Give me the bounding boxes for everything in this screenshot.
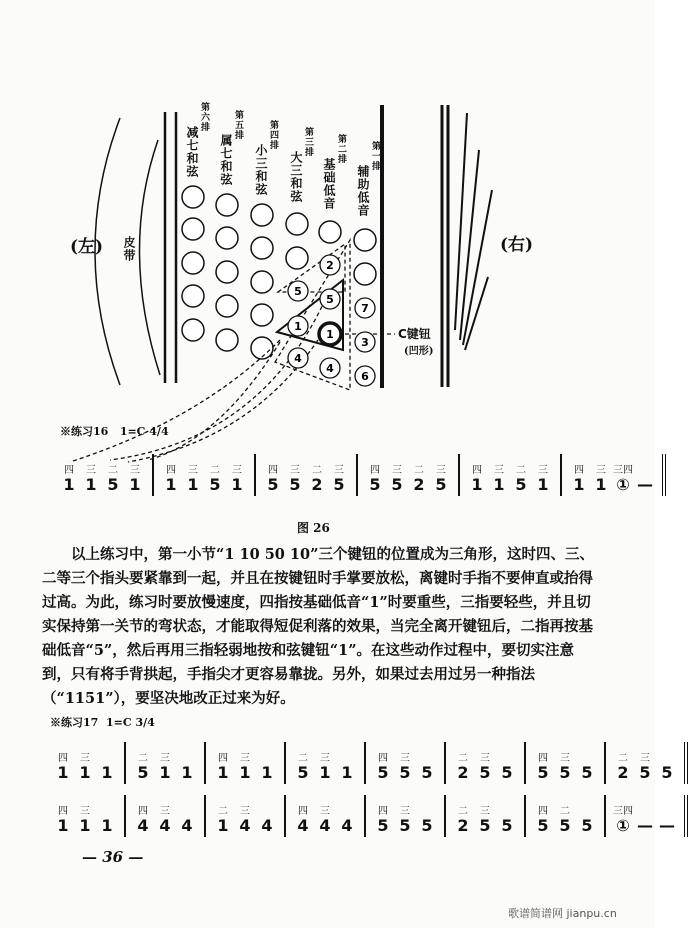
- note-number: 1: [239, 763, 251, 782]
- finger-number: 二: [618, 753, 628, 764]
- measure: [606, 742, 688, 784]
- row-chord-label: 属七和弦: [219, 134, 233, 186]
- finger-number: 二: [138, 753, 148, 764]
- note-number: 4: [261, 816, 273, 835]
- finger-number: 二: [108, 465, 118, 476]
- note-number: 5: [581, 763, 593, 782]
- note-number: 5: [107, 475, 119, 494]
- note: [532, 461, 554, 494]
- finger-number: 三: [240, 806, 250, 817]
- note: [576, 802, 598, 835]
- finger-number: 三: [392, 465, 402, 476]
- note-number: 1: [217, 816, 229, 835]
- button-number: 1: [294, 320, 302, 333]
- note-number: 4: [341, 816, 353, 835]
- button-number: 5: [294, 285, 302, 298]
- note: [154, 749, 176, 782]
- note: [262, 461, 284, 494]
- bass-button: [216, 194, 238, 216]
- note-number: 5: [421, 816, 433, 835]
- finger-number: 四: [298, 806, 308, 817]
- note-number: 4: [297, 816, 309, 835]
- finger-number: 三: [232, 465, 242, 476]
- row-number-label: 第二排: [336, 134, 346, 164]
- note-number: 1: [165, 475, 177, 494]
- exercise17-line2: [46, 795, 688, 837]
- finger-number: 三: [400, 753, 410, 764]
- note-number: 2: [413, 475, 425, 494]
- note: [474, 749, 496, 782]
- note: [372, 802, 394, 835]
- note-number: 1: [341, 763, 353, 782]
- button-number: 2: [326, 259, 334, 272]
- note: [532, 802, 554, 835]
- finger-number: 三: [320, 806, 330, 817]
- note: [372, 749, 394, 782]
- finger-number: 三: [80, 753, 90, 764]
- finger-number: 二: [312, 465, 322, 476]
- bass-button: [216, 295, 238, 317]
- note: [656, 802, 678, 835]
- note-number: 5: [559, 816, 571, 835]
- note: [452, 749, 474, 782]
- bass-button: [216, 329, 238, 351]
- bass-button: [182, 285, 204, 307]
- measure: [366, 742, 446, 784]
- note: [466, 461, 488, 494]
- row-number-label: 第六排: [199, 102, 209, 132]
- figure-caption: 图 26: [297, 521, 330, 535]
- exercise17-line1: [46, 742, 688, 784]
- note: [212, 749, 234, 782]
- note-number: 5: [639, 763, 651, 782]
- note: [612, 461, 634, 494]
- finger-number: 三: [160, 753, 170, 764]
- finger-number: 三: [130, 465, 140, 476]
- note-number: 5: [377, 816, 389, 835]
- note: [488, 461, 510, 494]
- bass-button: [251, 337, 273, 359]
- note: [58, 461, 80, 494]
- note: [176, 802, 198, 835]
- row-chord-label: 基础低音: [322, 158, 336, 210]
- bass-button: [216, 227, 238, 249]
- note-number: 5: [435, 475, 447, 494]
- note: [284, 461, 306, 494]
- measure: [286, 795, 366, 837]
- note: [226, 461, 248, 494]
- note-number: 1: [57, 763, 69, 782]
- measure: [526, 742, 606, 784]
- note: [234, 749, 256, 782]
- bass-button: [251, 237, 273, 259]
- note: [52, 802, 74, 835]
- note-number: —: [637, 816, 653, 835]
- note-number: ①: [616, 816, 630, 835]
- note-number: 4: [239, 816, 251, 835]
- measure: [446, 742, 526, 784]
- bass-button: [251, 271, 273, 293]
- finger-number: 三: [80, 806, 90, 817]
- note-number: 1: [101, 816, 113, 835]
- row-chord-label: 辅助低音: [356, 165, 370, 217]
- note: [612, 749, 634, 782]
- measure: [206, 795, 286, 837]
- bass-button: [182, 186, 204, 208]
- key-signature: 1=C 3/4: [105, 716, 155, 729]
- note-number: 1: [471, 475, 483, 494]
- note: [474, 802, 496, 835]
- finger-number: 四: [472, 465, 482, 476]
- note-number: 5: [581, 816, 593, 835]
- measure: [606, 795, 688, 837]
- finger-number: 四: [538, 753, 548, 764]
- note: [634, 749, 656, 782]
- note: [416, 802, 438, 835]
- finger-number: 二: [210, 465, 220, 476]
- note: [102, 461, 124, 494]
- measure: [460, 454, 562, 496]
- finger-number: 三: [480, 806, 490, 817]
- note: [554, 802, 576, 835]
- bass-button: [251, 204, 273, 226]
- finger-number: 三: [320, 753, 330, 764]
- note-number: 5: [559, 763, 571, 782]
- note-number: 4: [319, 816, 331, 835]
- note-number: 1: [187, 475, 199, 494]
- note: [306, 461, 328, 494]
- bass-button: [251, 304, 273, 326]
- measure: [358, 454, 460, 496]
- button-number: 4: [294, 352, 302, 365]
- note-number: 5: [515, 475, 527, 494]
- finger-number: 四: [138, 806, 148, 817]
- note-number: 1: [129, 475, 141, 494]
- note-number: 1: [159, 763, 171, 782]
- key-signature: 1=C 4/4: [119, 425, 169, 438]
- note: [132, 749, 154, 782]
- note-number: 1: [57, 816, 69, 835]
- note-number: 5: [479, 816, 491, 835]
- exercise16-staff: [52, 454, 666, 496]
- finger-number: 三: [494, 465, 504, 476]
- note-number: 1: [181, 763, 193, 782]
- measure: [446, 795, 526, 837]
- note: [554, 749, 576, 782]
- note-number: 1: [595, 475, 607, 494]
- note-number: 1: [537, 475, 549, 494]
- note-number: 5: [137, 763, 149, 782]
- note: [234, 802, 256, 835]
- note-number: 5: [297, 763, 309, 782]
- finger-number: 三: [290, 465, 300, 476]
- note-number: 2: [311, 475, 323, 494]
- note: [96, 749, 118, 782]
- note: [394, 802, 416, 835]
- exercise17-title: [50, 714, 155, 730]
- row-number-label: 第四排: [268, 120, 278, 150]
- measure: [206, 742, 286, 784]
- finger-number: 三: [480, 753, 490, 764]
- finger-number: 三: [334, 465, 344, 476]
- note: [532, 749, 554, 782]
- button-number: 6: [361, 370, 369, 383]
- note-number: 4: [137, 816, 149, 835]
- bass-button: [354, 263, 376, 285]
- finger-number: 二: [516, 465, 526, 476]
- note-number: —: [637, 475, 653, 494]
- note: [634, 461, 656, 494]
- note-number: 1: [101, 763, 113, 782]
- note-number: 5: [333, 475, 345, 494]
- measure: [52, 454, 154, 496]
- bass-button: [182, 252, 204, 274]
- note-number: 1: [63, 475, 75, 494]
- note-number: 1: [573, 475, 585, 494]
- finger-number: 三: [400, 806, 410, 817]
- note-number: 4: [159, 816, 171, 835]
- finger-number: 三: [240, 753, 250, 764]
- c-button-label: C键钮: [398, 327, 431, 341]
- bass-button: [286, 247, 308, 269]
- finger-number: 四: [370, 465, 380, 476]
- note: [204, 461, 226, 494]
- finger-number: 三: [640, 753, 650, 764]
- note-number: 2: [457, 763, 469, 782]
- left-side-label: (左): [70, 237, 104, 257]
- note-number: 5: [369, 475, 381, 494]
- note: [124, 461, 146, 494]
- finger-number: 四: [574, 465, 584, 476]
- note-number: 5: [267, 475, 279, 494]
- note: [182, 461, 204, 494]
- finger-number: 三: [596, 465, 606, 476]
- note: [328, 461, 350, 494]
- note-number: 5: [537, 816, 549, 835]
- note: [612, 802, 634, 835]
- note: [96, 802, 118, 835]
- row-number-label: 第三排: [303, 127, 313, 157]
- row-number-label: 第一排: [370, 141, 380, 171]
- note: [576, 749, 598, 782]
- note: [80, 461, 102, 494]
- exercise16-title: [60, 423, 169, 439]
- finger-number: 二: [298, 753, 308, 764]
- page-number: — 36 —: [82, 848, 144, 866]
- note-number: 1: [79, 763, 91, 782]
- row-chord-label: 小三和弦: [254, 144, 268, 196]
- note-number: 2: [617, 763, 629, 782]
- note-number: 5: [537, 763, 549, 782]
- note-number: —: [659, 816, 675, 835]
- note-number: 5: [501, 816, 513, 835]
- right-side-label: (右): [500, 235, 534, 255]
- finger-number: 三: [188, 465, 198, 476]
- finger-number: 四: [166, 465, 176, 476]
- note-number: 1: [79, 816, 91, 835]
- finger-number: 二: [560, 806, 570, 817]
- note: [74, 749, 96, 782]
- note: [568, 461, 590, 494]
- finger-number: 二: [458, 753, 468, 764]
- note-number: 5: [421, 763, 433, 782]
- finger-number: 四: [538, 806, 548, 817]
- note-number: 5: [479, 763, 491, 782]
- note: [408, 461, 430, 494]
- c-button-note: (凹形): [404, 346, 434, 357]
- measure: [46, 742, 126, 784]
- note: [256, 749, 278, 782]
- note: [212, 802, 234, 835]
- finger-number: 三: [86, 465, 96, 476]
- measure: [46, 795, 126, 837]
- bass-button: [216, 261, 238, 283]
- note: [430, 461, 452, 494]
- note: [634, 802, 656, 835]
- measure: [526, 795, 606, 837]
- note-number: 1: [261, 763, 273, 782]
- note: [336, 749, 358, 782]
- button-number: 3: [361, 336, 369, 349]
- note-number: 5: [209, 475, 221, 494]
- note-number: 5: [391, 475, 403, 494]
- note-number: 1: [231, 475, 243, 494]
- note-number: 5: [399, 763, 411, 782]
- note: [52, 749, 74, 782]
- bass-button: [182, 218, 204, 240]
- finger-number: 三: [436, 465, 446, 476]
- note: [496, 802, 518, 835]
- note-number: 1: [85, 475, 97, 494]
- measure: [256, 454, 358, 496]
- note: [590, 461, 612, 494]
- note: [292, 749, 314, 782]
- measure: [126, 795, 206, 837]
- note-number: 5: [289, 475, 301, 494]
- note: [132, 802, 154, 835]
- row-chord-label: 减七和弦: [185, 126, 199, 178]
- finger-number: 四: [378, 806, 388, 817]
- exercise-title: ※练习17: [50, 716, 99, 729]
- button-number: 5: [326, 293, 334, 306]
- note-number: 4: [181, 816, 193, 835]
- note: [256, 802, 278, 835]
- row-number-label: 第五排: [233, 110, 243, 140]
- row-chord-label: 大三和弦: [289, 151, 303, 203]
- note-number: ①: [616, 475, 630, 494]
- finger-number: 四: [58, 753, 68, 764]
- button-number: 1: [326, 328, 334, 341]
- note: [394, 749, 416, 782]
- finger-number: 三: [560, 753, 570, 764]
- note-number: 2: [457, 816, 469, 835]
- note-number: 1: [493, 475, 505, 494]
- note: [386, 461, 408, 494]
- finger-number: 四: [64, 465, 74, 476]
- note: [314, 802, 336, 835]
- note-number: 5: [399, 816, 411, 835]
- finger-number: 二: [458, 806, 468, 817]
- finger-number: 二: [414, 465, 424, 476]
- note: [496, 749, 518, 782]
- note-number: 1: [217, 763, 229, 782]
- watermark: 歌谱简谱网 jianpu.cn: [508, 907, 617, 920]
- note-number: 5: [661, 763, 673, 782]
- bass-button: [319, 221, 341, 243]
- bass-button: [182, 319, 204, 341]
- strap-label: 皮带: [122, 236, 136, 262]
- note: [154, 802, 176, 835]
- bass-button: [286, 213, 308, 235]
- finger-number: 三: [538, 465, 548, 476]
- note: [336, 802, 358, 835]
- button-number: 4: [326, 362, 334, 375]
- body-paragraph: 以上练习中，第一小节“1 10 50 10”三个键钮的位置成为三角形，这时四、三、二等三个指头要紧靠到一起，并且在按键钮时手掌要放松，离键时手指不要伸直或抬得过高。为此，练习时要放慢速度，四指按基础低音“1”时要重些，三指要轻些，并且切实保持第一关节的弯状态，才能取得短促利落的效果，当完全离开键钮后，二指再按基础低音“5”，然后再用三指轻弱地按和弦键钮“1”。在这些动作过程中，要切实注意到，只有将手背拱起，手指尖才更容易靠拢。另外，如果过去用过另一种指法（“1151”），要坚决地改正过来为好。: [42, 546, 594, 707]
- finger-number: 三: [160, 806, 170, 817]
- finger-number: 二: [218, 806, 228, 817]
- note: [160, 461, 182, 494]
- note-number: 5: [377, 763, 389, 782]
- measure: [286, 742, 366, 784]
- note: [452, 802, 474, 835]
- finger-number: 四: [218, 753, 228, 764]
- note: [364, 461, 386, 494]
- finger-number: 四: [378, 753, 388, 764]
- measure: [366, 795, 446, 837]
- note-number: 5: [501, 763, 513, 782]
- measure: [154, 454, 256, 496]
- note-number: 1: [319, 763, 331, 782]
- note: [292, 802, 314, 835]
- note: [314, 749, 336, 782]
- finger-number: 四: [58, 806, 68, 817]
- measure: [126, 742, 206, 784]
- note: [416, 749, 438, 782]
- finger-number: 三四: [613, 806, 633, 817]
- measure: [562, 454, 666, 496]
- note: [510, 461, 532, 494]
- note: [176, 749, 198, 782]
- note: [74, 802, 96, 835]
- bass-button: [354, 229, 376, 251]
- finger-number: 三四: [613, 465, 633, 476]
- button-number: 7: [361, 302, 369, 315]
- exercise-title: ※练习16: [60, 425, 109, 438]
- finger-number: 四: [268, 465, 278, 476]
- note: [656, 749, 678, 782]
